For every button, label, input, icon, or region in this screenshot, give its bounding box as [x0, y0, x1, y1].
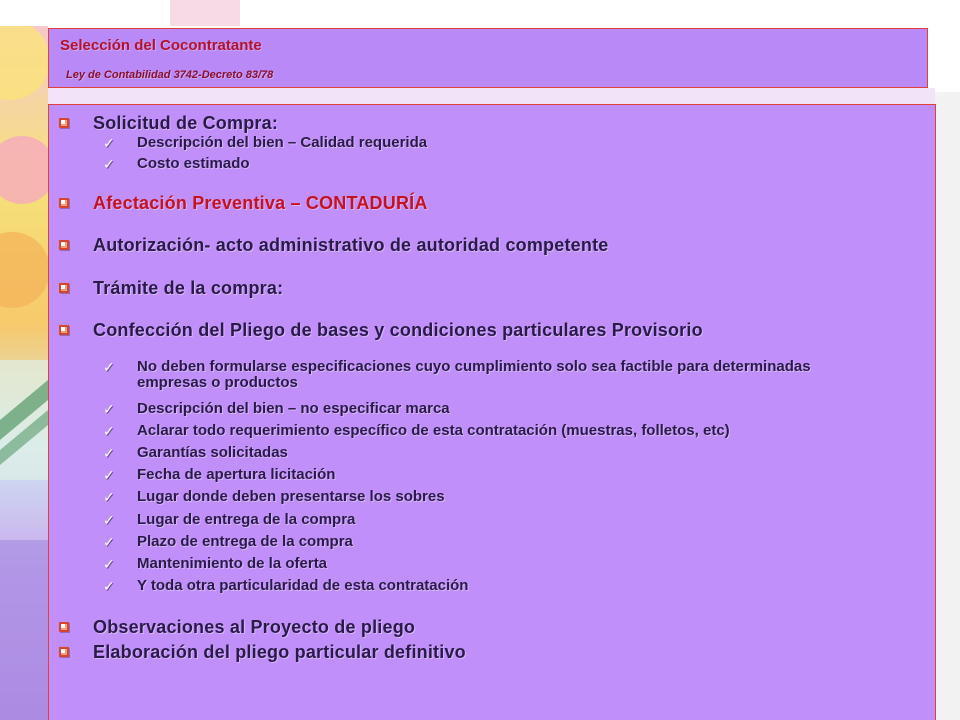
square-bullet-icon	[59, 647, 69, 657]
sub-item: ✓ Mantenimiento de la oferta	[103, 555, 328, 572]
checkmark-icon: ✓	[103, 556, 115, 572]
content-box	[48, 104, 936, 720]
sub-item: ✓ No deben formularse especificaciones cuyo cumplimiento solo sea factible para determinadas empresas o productos	[103, 358, 811, 391]
sub-item: ✓ Fecha de apertura licitación	[103, 466, 336, 483]
square-bullet-icon	[59, 198, 69, 208]
checkmark-icon: ✓	[103, 156, 115, 172]
sub-item: ✓ Descripción del bien – Calidad requerida	[103, 134, 428, 151]
checkmark-icon: ✓	[103, 534, 115, 550]
sub-item: ✓ Plazo de entrega de la compra	[103, 533, 353, 550]
sub-item: ✓ Lugar de entrega de la compra	[103, 511, 356, 528]
bullet-autorizacion: Autorización- acto administrativo de autoridad competente	[59, 235, 608, 256]
sub-item: ✓ Y toda otra particularidad de esta contratación	[103, 577, 469, 594]
sub-item: ✓ Descripción del bien – no especificar marca	[103, 400, 450, 417]
checkmark-icon: ✓	[103, 467, 115, 483]
checkmark-icon: ✓	[103, 401, 115, 417]
checkmark-icon: ✓	[103, 489, 115, 505]
bullet-afectacion: Afectación Preventiva – CONTADURÍA	[59, 193, 428, 214]
slide-subtitle: Ley de Contabilidad 3742-Decreto 83/78	[66, 69, 274, 81]
checkmark-icon: ✓	[103, 445, 115, 461]
square-bullet-icon	[59, 118, 69, 128]
square-bullet-icon	[59, 325, 69, 335]
square-bullet-icon	[59, 240, 69, 250]
sub-item: ✓ Lugar donde deben presentarse los sobres	[103, 488, 445, 505]
checkmark-icon: ✓	[103, 359, 115, 375]
bullet-observaciones: Observaciones al Proyecto de pliego	[59, 617, 415, 638]
checkmark-icon: ✓	[103, 423, 115, 439]
sub-item: ✓ Aclarar todo requerimiento específico de esta contratación (muestras, folletos, etc)	[103, 422, 730, 439]
bullet-elaboracion: Elaboración del pliego particular definitivo	[59, 642, 466, 663]
bullet-solicitud: Solicitud de Compra:	[59, 113, 278, 134]
checkmark-icon: ✓	[103, 578, 115, 594]
bullet-tramite: Trámite de la compra:	[59, 278, 283, 299]
square-bullet-icon	[59, 622, 69, 632]
square-bullet-icon	[59, 283, 69, 293]
bullet-confeccion: Confección del Pliego de bases y condiciones particulares Provisorio	[59, 320, 703, 341]
sub-item: ✓ Costo estimado	[103, 155, 250, 172]
checkmark-icon: ✓	[103, 512, 115, 528]
checkmark-icon: ✓	[103, 135, 115, 151]
header-box	[48, 28, 928, 88]
slide-title: Selección del Cocontratante	[60, 37, 262, 54]
sub-item: ✓ Garantías solicitadas	[103, 444, 288, 461]
